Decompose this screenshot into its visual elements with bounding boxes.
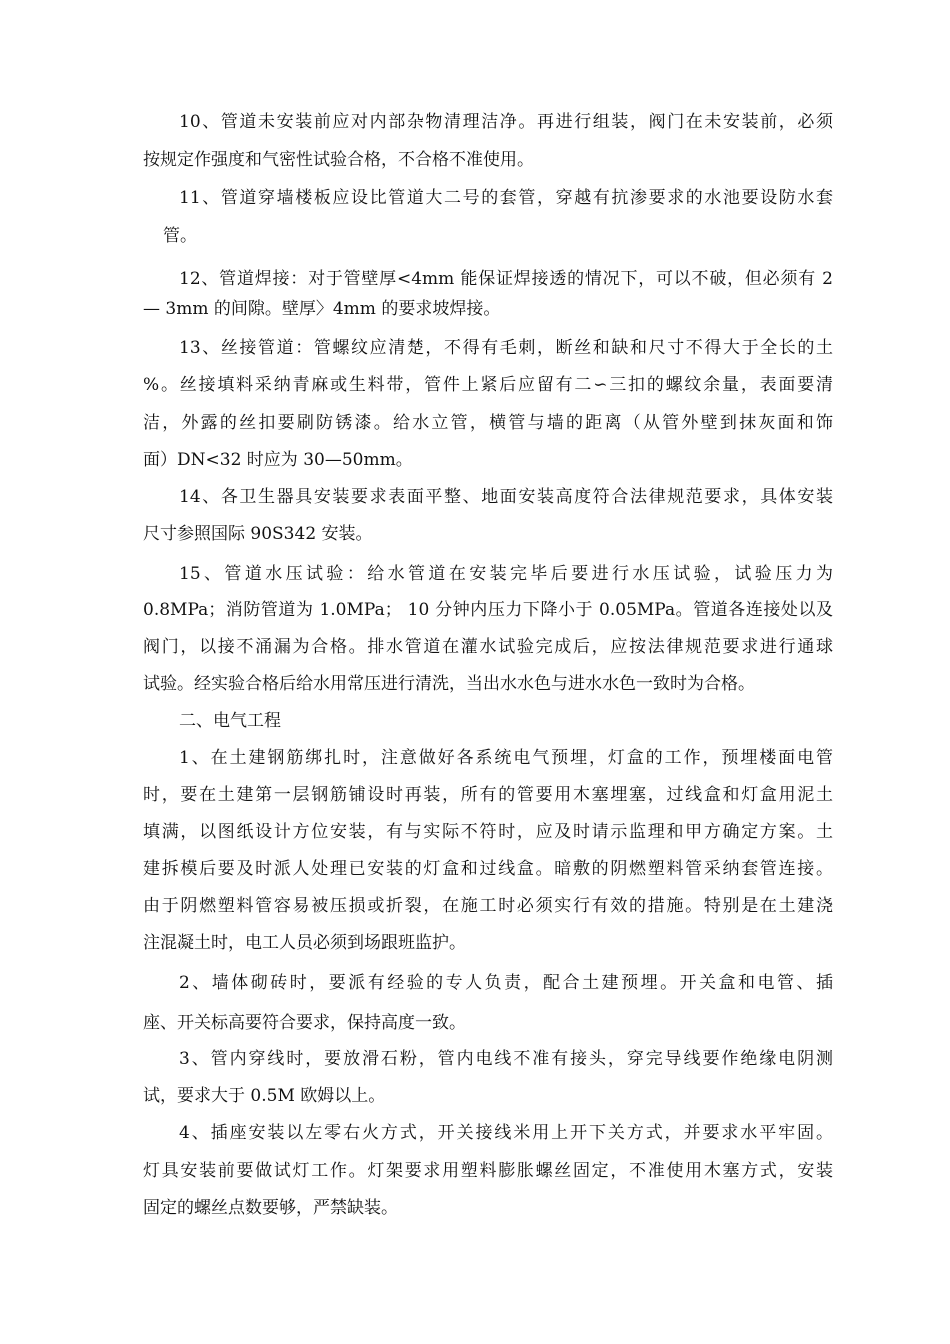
p15-line-2: 0.8MPa；消防管道为 1.0MPa； 10 分钟内压力下降小于 0.05MPa。管道各连接处以及	[143, 600, 833, 620]
e1-line-6: 注混凝土时，电工人员必须到场跟班监护。	[143, 933, 466, 953]
e1-line-5: 由于阴燃塑料管容易被压损或折裂，在施工时必须实行有效的措施。特别是在土建浇	[143, 896, 833, 916]
p13-line-2: %。丝接填料采纳青麻或生料带，管件上紧后应留有二∽三扣的螺纹余量，表面要清	[143, 375, 833, 395]
e3-line-2: 试，要求大于 0.5M 欧姆以上。	[143, 1086, 386, 1106]
p13-line-4: 面）DN<32 时应为 30—50mm。	[143, 450, 413, 470]
e1-line-1: 1、在土建钢筋绑扎时，注意做好各系统电气预埋，灯盒的工作，预埋楼面电管	[179, 748, 833, 768]
e4-line-1: 4、插座安装以左零右火方式，开关接线米用上开下关方式，并要求水平牢固。	[179, 1123, 833, 1143]
p10-line-1: 10、管道未安装前应对内部杂物清理洁净。再进行组装，阀门在未安装前，必须	[179, 112, 833, 132]
e3-line-1: 3、管内穿线时，要放滑石粉，管内电线不准有接头，穿完导线要作绝缘电阴测	[179, 1049, 833, 1069]
p13-line-3: 洁，外露的丝扣要刷防锈漆。给水立管，横管与墙的距离（从管外壁到抹灰面和饰	[143, 413, 833, 433]
p15-line-4: 试验。经实验合格后给水用常压进行清洗，当出水水色与进水水色一致时为合格。	[143, 674, 755, 694]
p14-line-1: 14、各卫生器具安装要求表面平整、地面安装高度符合法律规范要求，具体安装	[179, 487, 833, 507]
p14-line-2: 尺寸参照国际 90S342 安装。	[143, 524, 373, 544]
p11-line-1: 11、管道穿墙楼板应设比管道大二号的套管，穿越有抗渗要求的水池要设防水套	[179, 188, 833, 208]
p10-line-2: 按规定作强度和气密性试验合格，不合格不准使用。	[143, 150, 534, 170]
p11-line-2: 管。	[163, 226, 197, 246]
e1-line-2: 时，要在土建第一层钢筋铺设时再装，所有的管要用木塞埋塞，过线盒和灯盒用泥土	[143, 785, 833, 805]
p12-line-2: — 3mm 的间隙。壁厚〉4mm 的要求坡焊接。	[143, 299, 501, 319]
e4-line-3: 固定的螺丝点数要够，严禁缺装。	[143, 1198, 398, 1218]
e1-line-3: 填满，以图纸设计方位安装，有与实际不符时，应及时请示监理和甲方确定方案。土	[143, 822, 833, 842]
p12-line-1: 12、管道焊接：对于管壁厚<4mm 能保证焊接透的情况下，可以不破，但必须有 2	[179, 269, 833, 289]
p13-line-1: 13、丝接管道：管螺纹应清楚，不得有毛刺，断丝和缺和尺寸不得大于全长的土	[179, 338, 833, 358]
p15-line-1: 15、管道水压试验：给水管道在安装完毕后要进行水压试验，试验压力为	[179, 564, 833, 584]
e2-line-1: 2、墙体砌砖时，要派有经验的专人负责，配合土建预埋。开关盒和电管、插	[179, 973, 833, 993]
e1-line-4: 建拆模后要及时派人处理已安装的灯盒和过线盒。暗敷的阴燃塑料管采纳套管连接。	[143, 859, 833, 879]
section-heading: 二、电气工程	[179, 711, 281, 731]
p15-line-3: 阀门，以接不涌漏为合格。排水管道在灌水试验完成后，应按法律规范要求进行通球	[143, 637, 833, 657]
e4-line-2: 灯具安装前要做试灯工作。灯架要求用塑料膨胀螺丝固定，不准使用木塞方式，安装	[143, 1161, 833, 1181]
e2-line-2: 座、开关标高要符合要求，保持高度一致。	[143, 1013, 466, 1033]
